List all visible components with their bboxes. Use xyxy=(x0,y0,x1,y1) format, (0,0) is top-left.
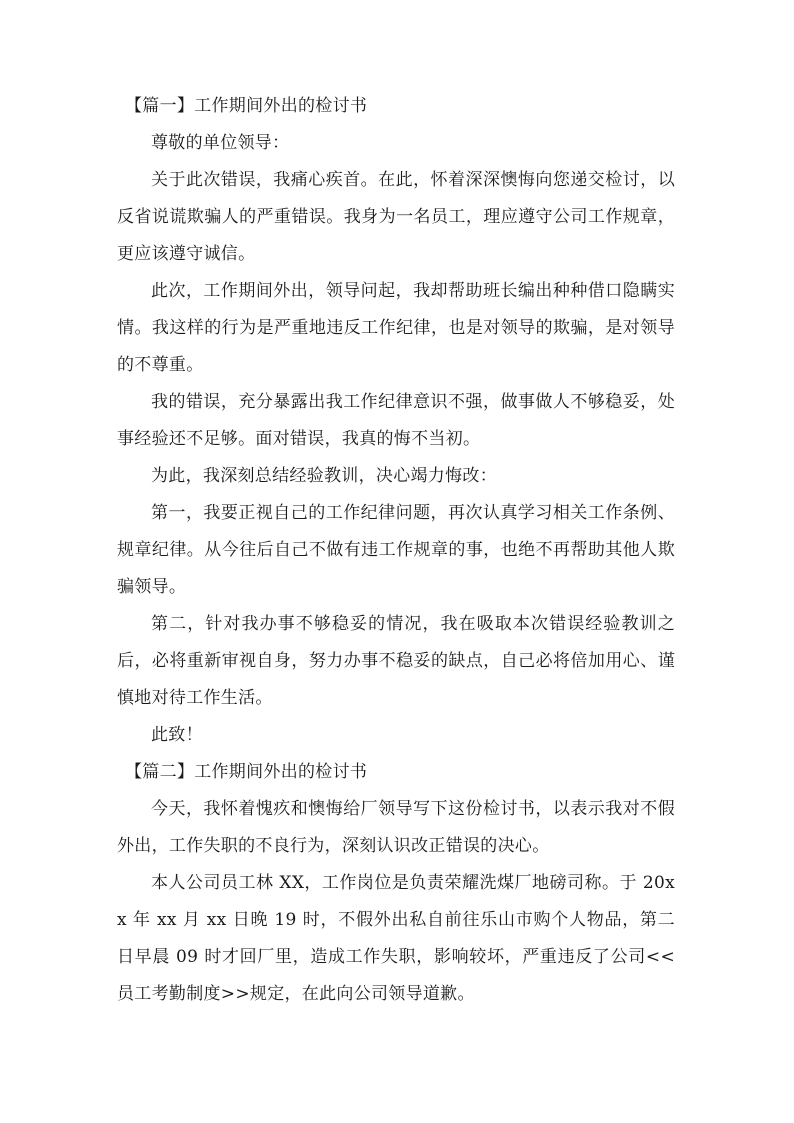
paragraph: 第一，我要正视自己的工作纪律问题，再次认真学习相关工作条例、规章纪律。从今往后自己不做有违工作规章的事，也绝不再帮助其他人欺骗领导。 xyxy=(117,503,675,597)
paragraph: 今天，我怀着愧疚和懊悔给厂领导写下这份检讨书，以表示我对不假外出，工作失职的不良行为，深刻认识改正错误的决心。 xyxy=(117,799,675,856)
salutation: 尊敬的单位领导： xyxy=(151,133,290,153)
paragraph: 第二，针对我办事不够稳妥的情况，我在吸取本次错误经验教训之后，必将重新审视自身，努力办事不稳妥的缺点，自己必将倍加用心、谨慎地对待工作生活。 xyxy=(117,614,675,708)
paragraph: 本人公司员工林 XX，工作岗位是负责荣耀洗煤厂地磅司称。于 20xx 年 xx 月 xx 日晚 19 时，不假外出私自前往乐山市购个人物品，第二日早晨 09 时才回厂里，造成工作失职，影响较坏，严重违反了公司<<员工考勤制度>>规定，在此向公司领导道歉。 xyxy=(117,873,675,1004)
section-heading-1: 【篇一】工作期间外出的检讨书 xyxy=(125,96,368,116)
document-body xyxy=(117,88,675,1013)
paragraph: 为此，我深刻总结经验教训，决心竭力悔改： xyxy=(151,466,497,486)
section-heading-2: 【篇二】工作期间外出的检讨书 xyxy=(125,762,368,782)
paragraph: 关于此次错误，我痛心疾首。在此，怀着深深懊悔向您递交检讨，以反省说谎欺骗人的严重错误。我身为一名员工，理应遵守公司工作规章，更应该遵守诚信。 xyxy=(117,170,675,264)
paragraph: 此次，工作期间外出，领导问起，我却帮助班长编出种种借口隐瞒实情。我这样的行为是严重地违反工作纪律，也是对领导的欺骗，是对领导的不尊重。 xyxy=(117,281,675,375)
paragraph: 我的错误，充分暴露出我工作纪律意识不强，做事做人不够稳妥，处事经验还不足够。面对错误，我真的悔不当初。 xyxy=(117,392,675,449)
closing: 此致！ xyxy=(151,725,203,745)
